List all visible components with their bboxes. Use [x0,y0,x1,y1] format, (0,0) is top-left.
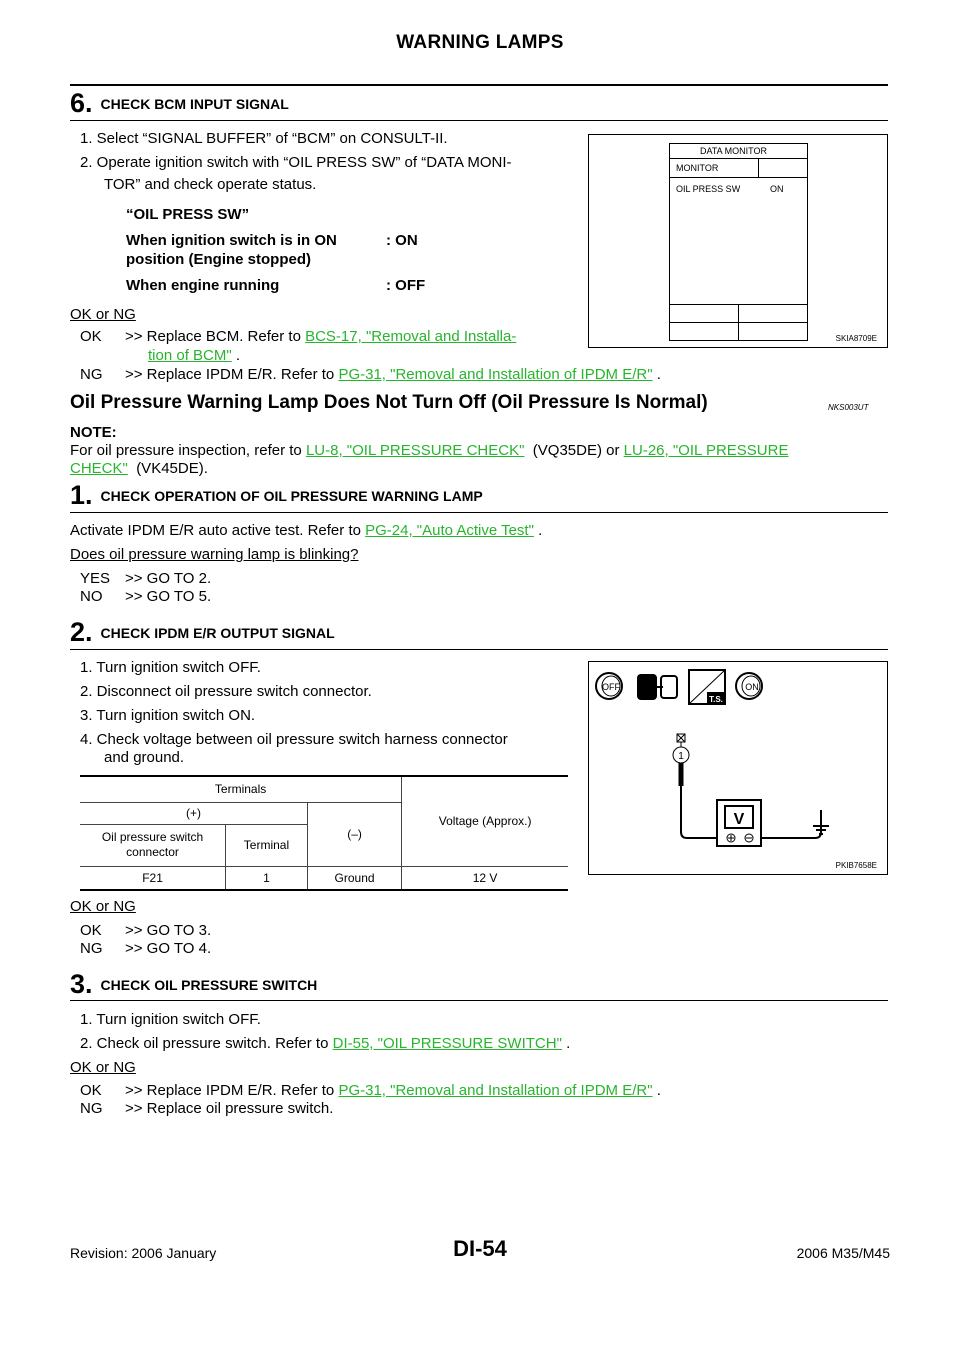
voltage-table [80,775,568,891]
condition-1b: position (Engine stopped) [126,251,311,268]
lu-26-link[interactable]: LU-26, "OIL PRESSURE [623,442,789,459]
ng-result [125,366,661,383]
period: . [656,366,661,383]
circuit-figure [588,661,888,875]
step-3-line-2 [80,1035,570,1052]
monitor-item-label: OIL PRESS SW [676,184,741,194]
ok-or-ng-label: OK or NG [70,1059,136,1076]
step-2-line-4a: 4. Check voltage between oil pressure switch harness connector [80,731,508,748]
section-title: Oil Pressure Warning Lamp Does Not Turn Off (Oil Pressure Is Normal) [70,392,708,413]
condition-1a: When ignition switch is in ON [126,232,337,249]
monitor-item-name: “OIL PRESS SW” [126,206,250,223]
off-label: OFF [602,682,620,692]
note-text-3: (VK45DE). [136,460,208,477]
connector-header-b: connector [126,845,179,859]
voltage-header: Voltage (Approx.) [402,776,568,866]
ng-prefix: NG [80,1100,103,1117]
section-tag: NKS003UT [828,403,869,412]
footer-revision: Revision: 2006 January [70,1245,217,1261]
tester-icon [689,670,725,704]
step-3-heading [70,969,317,1000]
step-2-line-3: 3. Turn ignition switch ON. [80,707,256,724]
lu-26-link-cont[interactable]: CHECK" [70,460,128,477]
step-number: 3. [70,969,93,999]
pg-24-link[interactable]: PG-24, "Auto Active Test" [365,522,534,539]
step-1-question: Does oil pressure warning lamp is blinking? [70,546,359,563]
ok-text: >> Replace BCM. Refer to [125,328,301,345]
step-2-line-2: 2. Disconnect oil pressure switch connector. [80,683,372,700]
pg-31-link[interactable]: PG-31, "Removal and Installation of IPDM E/R" [338,1082,653,1099]
step-1-heading [70,480,483,511]
no-prefix: NO [80,588,103,605]
ts-label: T.S. [709,695,723,704]
ok-text: >> Replace IPDM E/R. Refer to [125,1082,335,1099]
footer-model: 2006 M35/M45 [796,1245,890,1261]
step-title: CHECK OPERATION OF OIL PRESSURE WARNING LAMP [100,488,483,504]
ok-prefix: OK [80,1082,102,1099]
ok-result-cont [148,347,240,364]
meter-label: V [733,811,745,828]
plus-header: (+) [80,802,307,824]
header-rule [70,84,888,86]
note-line-1 [70,442,788,459]
ok-prefix: OK [80,922,102,939]
ground-icon [813,810,829,834]
step-title: CHECK OIL PRESSURE SWITCH [100,977,318,993]
step-rule [70,512,888,513]
terminal-header: Terminal [226,824,308,866]
monitor-divider [758,159,759,177]
step-title: CHECK IPDM E/R OUTPUT SIGNAL [100,625,335,641]
monitor-heading: DATA MONITOR [700,146,768,156]
ok-result: >> GO TO 3. [125,922,212,939]
monitor-screen [669,143,808,341]
no-result: >> GO TO 5. [125,588,212,605]
ok-result [125,1082,661,1099]
step-title: CHECK BCM INPUT SIGNAL [100,96,289,112]
step-6-line-1: 1. Select “SIGNAL BUFFER” of “BCM” on CONSULT-II. [80,130,448,147]
table-cell: F21 [80,866,226,890]
note-label: NOTE: [70,424,117,441]
step-number: 6. [70,88,93,118]
step-number: 1. [70,480,93,510]
table-row [80,866,568,890]
step-2-line-4b: and ground. [104,749,185,766]
step-2-line-1: 1. Turn ignition switch OFF. [80,659,261,676]
step-rule [70,649,888,650]
note-text: For oil pressure inspection, refer to [70,442,302,459]
period: . [566,1035,571,1052]
step-2-heading [70,617,335,648]
step-1-text [70,522,542,539]
ng-result: >> GO TO 4. [125,940,212,957]
table-cell: 1 [226,866,308,890]
step-rule [70,1000,888,1001]
connector-header-a: Oil pressure switch [101,830,204,844]
pin-label: 1 [678,751,684,762]
oil-pressure-switch-pin [673,734,689,786]
minus-header: (–) [307,802,401,866]
step-rule [70,120,888,121]
value-1: : ON [386,232,418,249]
bcs-17-link-cont[interactable]: tion of BCM" [148,347,232,364]
page-number: DI-54 [453,1236,507,1261]
table-cell: Ground [307,866,401,890]
figure-caption: SKIA8709E [835,334,877,343]
monitor-subheading: MONITOR [676,163,719,173]
step-number: 2. [70,617,93,647]
ok-or-ng-label: OK or NG [70,898,136,915]
step-3-instruction: 2. Check oil pressure switch. Refer to [80,1035,329,1052]
connector-header [80,824,226,866]
table-cell: 12 V [472,870,498,885]
monitor-item-value: ON [770,184,784,194]
ok-result [125,328,516,345]
ok-or-ng-label: OK or NG [70,306,136,323]
step-1-instruction: Activate IPDM E/R auto active test. Refer to [70,522,361,539]
ignition-off-icon [596,673,622,699]
disconnect-connector-icon [637,674,677,700]
note-line-2 [70,460,208,477]
monitor-footer-divider [738,304,739,340]
terminals-header: Terminals [80,776,402,802]
probe-wire-negative [753,810,821,838]
lu-8-link[interactable]: LU-8, "OIL PRESSURE CHECK" [305,442,525,459]
bcs-17-link[interactable]: BCS-17, "Removal and Installa- [305,328,517,345]
yes-result: >> GO TO 2. [125,570,212,587]
figure-caption: PKIB7658E [835,861,877,870]
ok-prefix: OK [80,328,102,345]
voltmeter-icon [717,800,761,846]
circuit-diagram [589,662,887,874]
ng-prefix: NG [80,940,103,957]
period: . [538,522,543,539]
period: . [656,1082,661,1099]
note-text-2: (VQ35DE) or [532,442,620,459]
yes-prefix: YES [80,570,111,587]
step-6-heading [70,88,289,119]
period: . [235,347,241,364]
step-3-line-1: 1. Turn ignition switch OFF. [80,1011,261,1028]
ng-result: >> Replace oil pressure switch. [125,1100,334,1117]
pg-31-link[interactable]: PG-31, "Removal and Installation of IPDM E/R" [338,366,653,383]
ng-text: >> Replace IPDM E/R. Refer to [125,366,335,383]
step-6-line-2b: TOR” and check operate status. [104,176,317,193]
step-6-line-2a: 2. Operate ignition switch with “OIL PRESS SW” of “DATA MONI- [80,154,512,171]
ng-prefix: NG [80,366,103,383]
on-label: ON [745,682,759,692]
di-55-link[interactable]: DI-55, "OIL PRESSURE SWITCH" [332,1035,562,1052]
data-monitor-figure [588,134,888,348]
value-2: : OFF [386,277,426,294]
page-title: WARNING LAMPS [396,32,564,53]
ignition-on-icon [736,673,762,699]
condition-2: When engine running [126,277,280,294]
